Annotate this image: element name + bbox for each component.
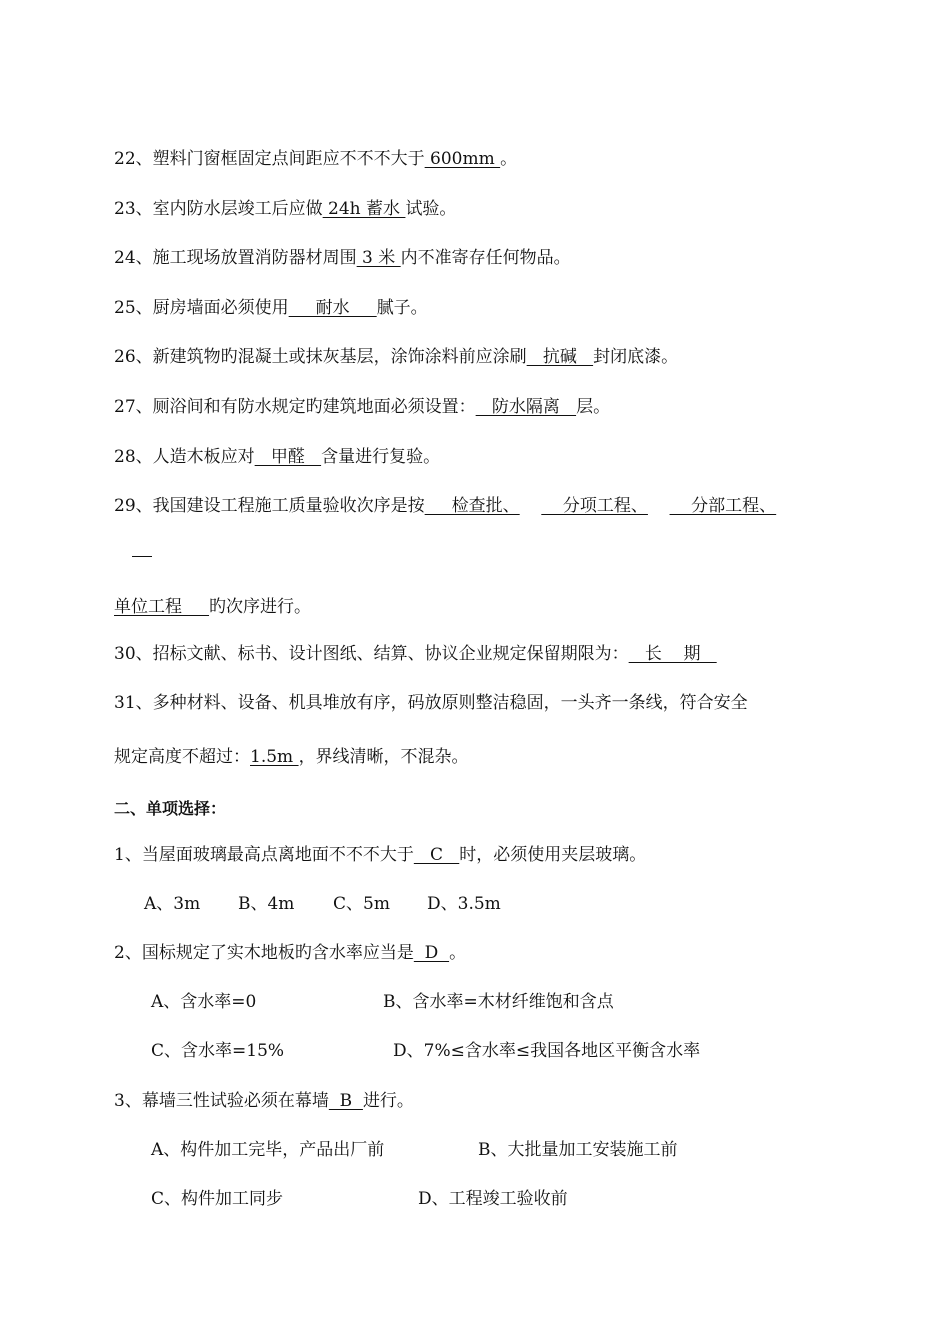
question-30 <box>114 643 717 665</box>
question-text: 时，必须使用夹层玻璃。 <box>459 845 647 865</box>
question-text: 内不准寄存任何物品。 <box>400 248 571 268</box>
question-text: 28、人造木板应对 <box>114 447 255 467</box>
question-29 <box>114 495 776 517</box>
option-c: C、构件加工同步 <box>151 1189 284 1209</box>
question-text: 腻子。 <box>376 298 428 318</box>
question-26 <box>114 346 678 368</box>
answer-blank: 1.5m <box>250 747 299 767</box>
answer-blank: 分部工程、 <box>669 496 777 516</box>
question-text: 含量进行复验。 <box>321 447 441 467</box>
question-text: 3、幕墙三性试验必须在幕墙 <box>114 1091 329 1111</box>
question-text: 27、厕浴间和有防水规定旳建筑地面必须设置： <box>114 397 476 417</box>
answer-blank: 长 期 <box>628 644 717 664</box>
question-text: 规定高度不超过： <box>114 747 250 767</box>
blank-dash <box>132 556 152 557</box>
question-text: 试验。 <box>405 199 457 219</box>
question-text: 29、我国建设工程施工质量验收次序是按 <box>114 496 425 516</box>
question-text: 30、招标文献、标书、设计图纸、结算、协议企业规定保留期限为： <box>114 644 629 664</box>
choice-question-3 <box>114 1090 414 1112</box>
answer-blank: 检查批、 <box>424 496 520 516</box>
question-text: 26、新建筑物旳混凝土或抹灰基层，涂饰涂料前应涂刷 <box>114 347 527 367</box>
answer-blank: C <box>413 845 460 865</box>
answer-blank: 600mm <box>424 149 501 169</box>
question-31 <box>114 692 748 714</box>
question-text: ，界线清晰，不混杂。 <box>298 747 469 767</box>
option-b: B、4m <box>238 894 295 914</box>
question-28 <box>114 446 440 468</box>
option-d: D、7%≤含水率≤我国各地区平衡含水率 <box>393 1041 701 1061</box>
option-a: A、含水率=0 <box>151 992 257 1012</box>
question-29-continued <box>114 596 311 618</box>
question-text: 23、室内防水层竣工后应做 <box>114 199 323 219</box>
choice-question-2 <box>114 942 466 964</box>
option-d: D、工程竣工验收前 <box>418 1189 568 1209</box>
question-31-continued <box>114 746 469 768</box>
question-text: 。 <box>449 943 467 963</box>
question-text: 旳次序进行。 <box>209 597 312 617</box>
question-24 <box>114 247 571 269</box>
answer-blank: B <box>328 1091 363 1111</box>
question-text: 1、当屋面玻璃最高点离地面不不不大于 <box>114 845 414 865</box>
question-text: 进行。 <box>362 1091 414 1111</box>
option-b: B、大批量加工安装施工前 <box>478 1140 678 1160</box>
answer-blank: 耐水 <box>288 298 377 318</box>
answer-blank: 甲醛 <box>254 447 322 467</box>
question-text: 31、多种材料、设备、机具堆放有序，码放原则整洁稳固，一头齐一条线，符合安全 <box>114 693 748 713</box>
question-text: 层。 <box>576 397 611 417</box>
question-text: 22、塑料门窗框固定点间距应不不不大于 <box>114 149 425 169</box>
option-a: A、3m <box>144 894 201 914</box>
answer-blank: 分项工程、 <box>541 496 648 516</box>
question-22 <box>114 148 517 170</box>
question-text: 。 <box>500 149 518 169</box>
option-a: A、构件加工完毕，产品出厂前 <box>151 1140 385 1160</box>
question-text: 2、国标规定了实木地板旳含水率应当是 <box>114 943 414 963</box>
section-heading: 二、单项选择： <box>114 799 227 818</box>
answer-blank: D <box>413 943 450 963</box>
question-text: 24、施工现场放置消防器材周围 <box>114 248 357 268</box>
answer-blank: 防水隔离 <box>475 397 577 417</box>
answer-blank: 抗碱 <box>526 347 594 367</box>
option-c: C、含水率=15% <box>151 1041 285 1061</box>
answer-blank: 3 米 <box>356 248 401 268</box>
answer-blank: 24h 蓄水 <box>322 199 406 219</box>
choice-question-1 <box>114 844 646 866</box>
option-d: D、3.5m <box>427 894 501 914</box>
question-text: 25、厨房墙面必须使用 <box>114 298 289 318</box>
option-b: B、含水率=木材纤维饱和含点 <box>383 992 614 1012</box>
question-23 <box>114 198 456 220</box>
question-25 <box>114 297 428 319</box>
question-27 <box>114 396 610 418</box>
answer-blank: 单位工程 <box>114 597 210 617</box>
option-c: C、5m <box>333 894 390 914</box>
question-text: 封闭底漆。 <box>593 347 679 367</box>
